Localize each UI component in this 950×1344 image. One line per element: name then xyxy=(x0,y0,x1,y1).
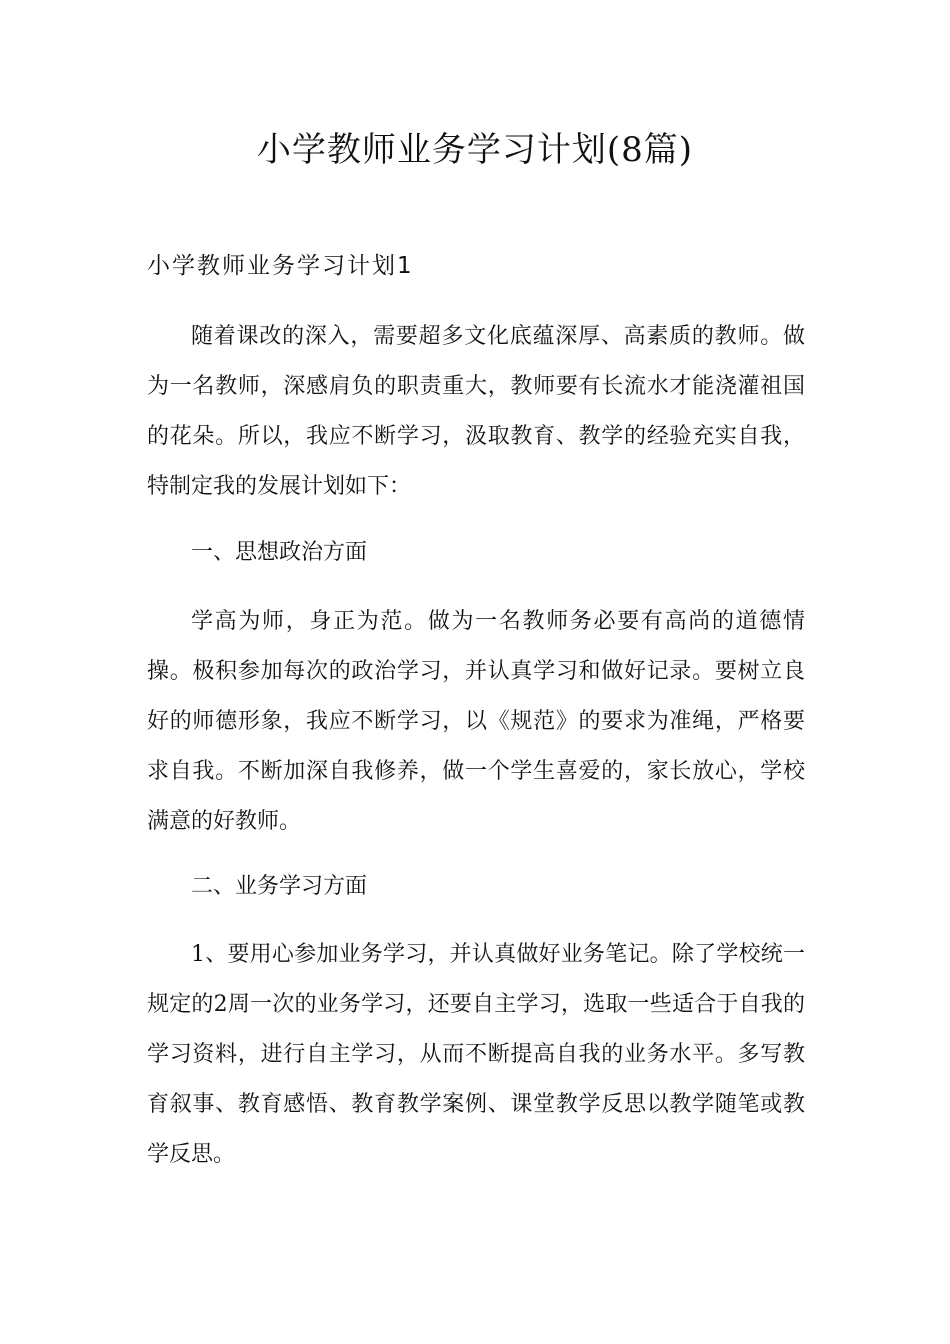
section-heading: 小学教师业务学习计划1 xyxy=(147,253,414,279)
paragraph-business: 1、要用心参加业务学习，并认真做好业务笔记。除了学校统一规定的2周一次的业务学习，还要自主学习，选取一些适合于自我的学习资料，进行自主学习，从而不断提高自我的业务水平。多写教育叙事、教育感悟、教育教学案例、课堂教学反思以教学随笔或教学反思。 xyxy=(147,942,805,1167)
document-title: 小学教师业务学习计划(8篇) xyxy=(256,130,694,170)
paragraph-ideology: 学高为师，身正为范。做为一名教师务必要有高尚的道德情操。极积参加每次的政治学习，并认真学习和做好记录。要树立良好的师德形象，我应不断学习，以《规范》的要求为准绳，严格要求自我。不断加深自我修养，做一个学生喜爱的，家长放心，学校满意的好教师。 xyxy=(147,609,805,834)
subheading-ideology: 一、思想政治方面 xyxy=(191,540,368,565)
subheading-business: 二、业务学习方面 xyxy=(191,874,368,899)
paragraph-intro: 随着课改的深入，需要超多文化底蕴深厚、高素质的教师。做为一名教师，深感肩负的职责重大，教师要有长流水才能浇灌祖国的花朵。所以，我应不断学习，汲取教育、教学的经验充实自我，特制定我的发展计划如下： xyxy=(147,324,805,499)
